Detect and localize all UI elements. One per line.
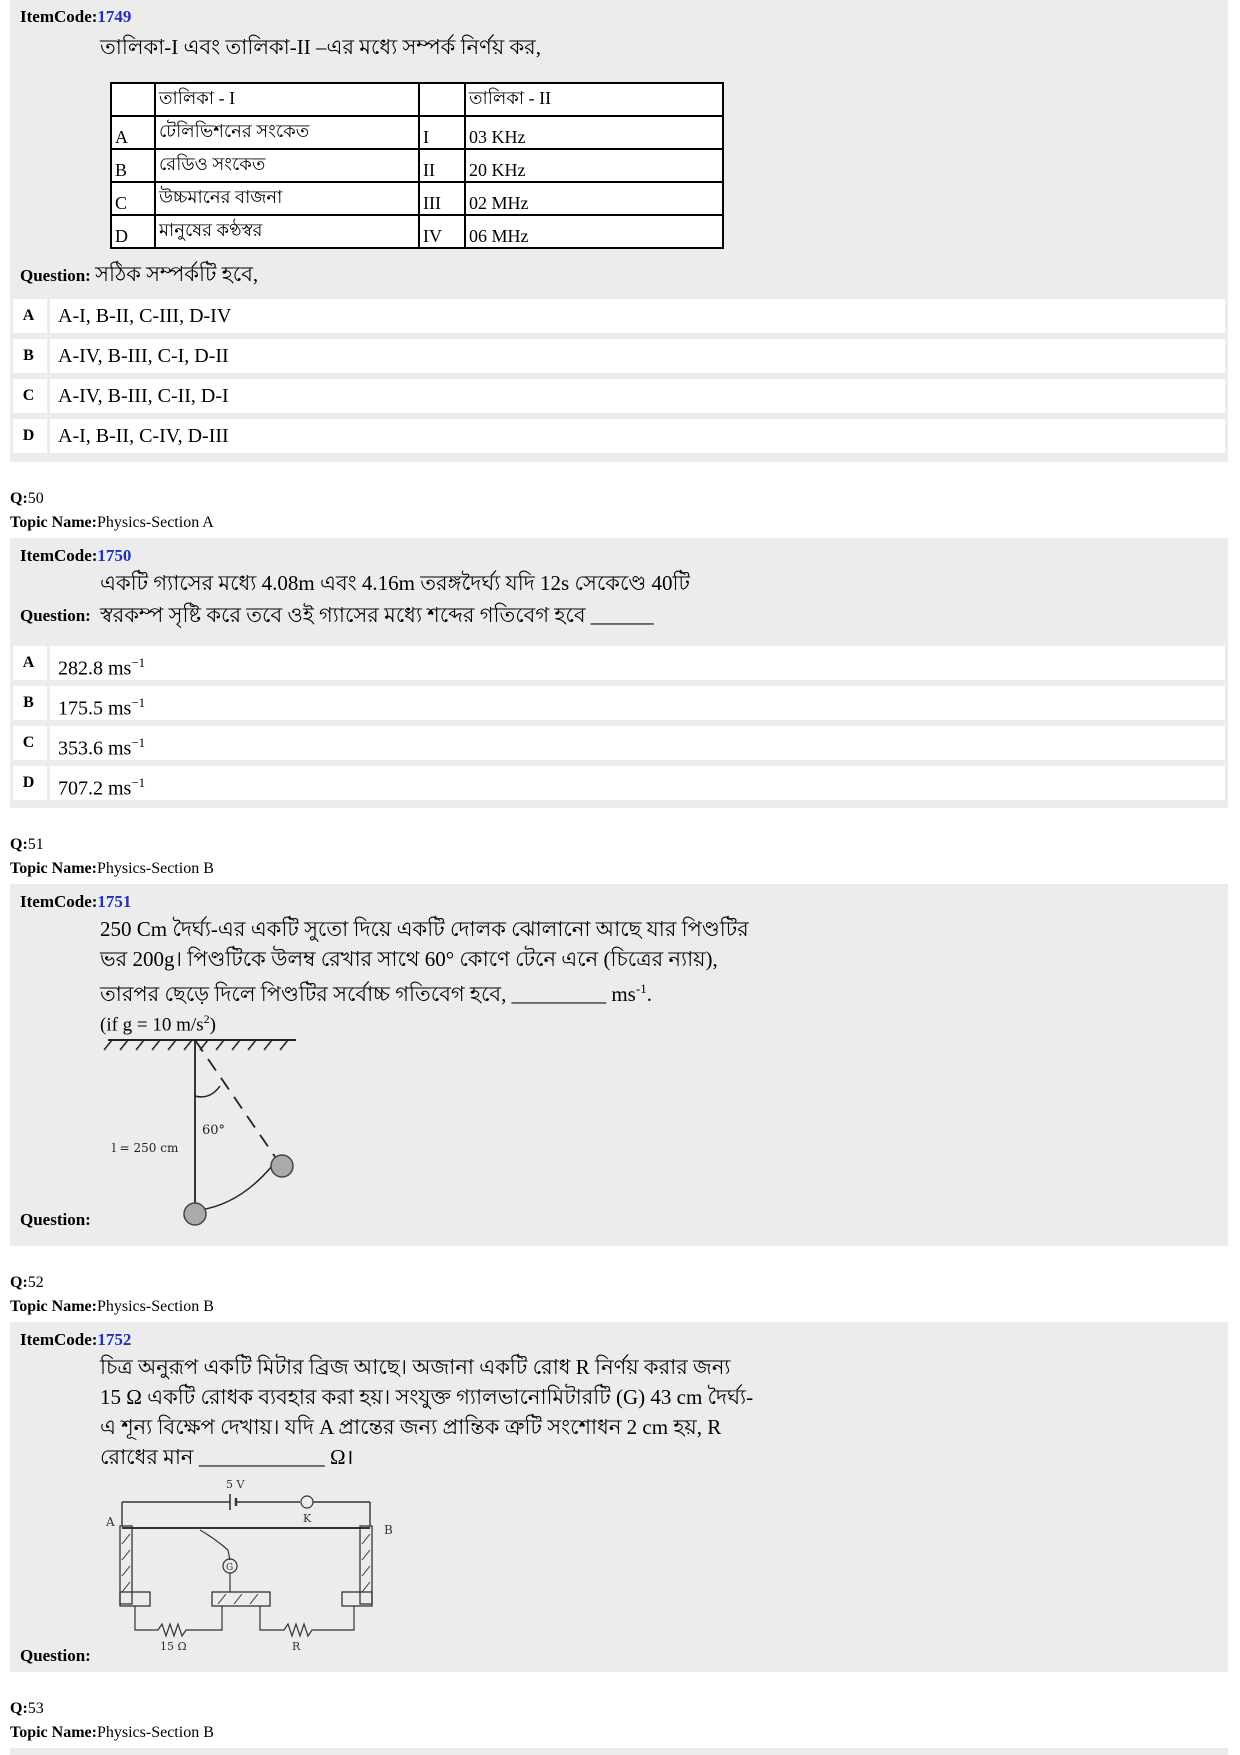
itemcode-row: ItemCode:1750 xyxy=(20,546,132,565)
question-label-row: Question: xyxy=(20,1210,91,1229)
table-cell: D xyxy=(111,215,155,248)
resistor-r-label: R xyxy=(292,1640,301,1653)
pendulum-diagram xyxy=(100,1034,320,1234)
bob-displaced xyxy=(271,1155,293,1177)
option-text: 175.5 $ms^{-1}$ xyxy=(47,686,1225,720)
option-text: A-IV, B-III, C-II, D-I xyxy=(47,379,1225,413)
topic-name: Topic Name:Physics-Section A xyxy=(10,514,214,531)
question-block-1749 xyxy=(10,0,1228,462)
option-label: C xyxy=(22,387,35,404)
itemcode-row: ItemCode:1751 xyxy=(20,892,132,911)
option-b[interactable] xyxy=(13,339,1225,373)
angle-label: 60° xyxy=(202,1123,226,1138)
key-label: K xyxy=(303,1512,312,1525)
table-row xyxy=(111,116,723,149)
option-label: A xyxy=(22,307,35,324)
option-text: A-I, B-II, C-III, D-IV xyxy=(47,299,1225,333)
option-label: B xyxy=(23,347,34,364)
option-c[interactable] xyxy=(13,726,1225,760)
table-header-row xyxy=(111,83,723,116)
question-stem-line: 15 Ω একটি রোধক ব্যবহার করা হয়। সংযুক্ত গ্যালভানোমিটারটি (G) 43 cm দৈর্ঘ্য- xyxy=(100,1385,754,1409)
question-number: Q:50 xyxy=(10,490,44,507)
option-text: 707.2 $ms^{-1}$ xyxy=(47,766,1225,800)
table-cell: টেলিভিশনের সংকেত xyxy=(155,116,419,149)
table-cell: 02 MHz xyxy=(465,182,723,215)
table-cell: IV xyxy=(419,215,465,248)
option-label: C xyxy=(22,734,35,751)
option-label: B xyxy=(23,694,34,711)
question-stem-line: এ শূন্য বিক্ষেপ দেখায়। যদি A প্রান্তের জন্য প্রান্তিক ত্রুটি সংশোধন 2 cm হয়, R xyxy=(100,1415,722,1439)
itemcode: 1751 xyxy=(97,892,132,911)
option-b[interactable] xyxy=(13,686,1225,720)
itemcode: 1752 xyxy=(97,1330,132,1349)
table-cell: I xyxy=(419,116,465,149)
bob-rest xyxy=(184,1203,206,1225)
galvanometer-label: G xyxy=(226,1563,234,1573)
table-row xyxy=(111,182,723,215)
resistor-15-label: 15 Ω xyxy=(160,1640,187,1653)
option-text: 353.6 $ms^{-1}$ xyxy=(47,726,1225,760)
option-c[interactable] xyxy=(13,379,1225,413)
length-label: l = 250 cm xyxy=(112,1141,179,1155)
table-cell: উচ্চমানের বাজনা xyxy=(155,182,419,215)
table-cell: 20 KHz xyxy=(465,149,723,182)
question-number: Q:53 xyxy=(10,1700,44,1717)
table-cell: II xyxy=(419,149,465,182)
question-text: সঠিক সম্পর্কটি হবে, xyxy=(95,262,259,286)
option-label: A xyxy=(22,654,35,671)
table-cell xyxy=(419,83,465,116)
itemcode: 1750 xyxy=(97,546,132,565)
question-number: Q:51 xyxy=(10,836,44,853)
question-block-1752 xyxy=(10,1322,1228,1672)
topic-name: Topic Name:Physics-Section B xyxy=(10,1298,214,1315)
table-cell: C xyxy=(111,182,155,215)
condition-text: (if g = 10 $m/s^2$) xyxy=(100,1012,216,1036)
option-text: 282.8 $ms^{-1}$ xyxy=(47,646,1225,680)
table-cell: B xyxy=(111,149,155,182)
table-row xyxy=(111,215,723,248)
topic-name: Topic Name:Physics-Section B xyxy=(10,860,214,877)
table-cell: 03 KHz xyxy=(465,116,723,149)
question-block-next xyxy=(10,1748,1228,1755)
option-a[interactable] xyxy=(13,646,1225,680)
table-cell: A xyxy=(111,116,155,149)
question-label-row: Question: xyxy=(20,1646,91,1665)
question-stem-line: স্বরকম্প সৃষ্টি করে তবে ওই গ্যাসের মধ্যে শব্দের গতিবেগ হবে ______ xyxy=(100,603,654,627)
option-d[interactable] xyxy=(13,419,1225,453)
question-stem: তালিকা-I এবং তালিকা-II –এর মধ্যে সম্পর্ক নির্ণয় কর, xyxy=(100,35,541,59)
question-stem-line: চিত্র অনুরূপ একটি মিটার ব্রিজ আছে। অজানা একটি রোধ R নির্ণয় করার জন্য xyxy=(100,1355,731,1379)
match-table xyxy=(110,82,724,249)
end-a-label: A xyxy=(106,1515,115,1529)
question-label-row: Question: সঠিক সম্পর্কটি হবে, xyxy=(20,262,259,286)
itemcode-row: ItemCode:1752 xyxy=(20,1330,132,1349)
itemcode: 1749 xyxy=(97,7,132,26)
topic-name: Topic Name:Physics-Section B xyxy=(10,1724,214,1741)
table-cell: 06 MHz xyxy=(465,215,723,248)
question-block-1751 xyxy=(10,884,1228,1246)
question-stem-line: রোধের মান ____________ Ω। xyxy=(100,1445,354,1469)
question-block-1750 xyxy=(10,538,1228,808)
option-label: D xyxy=(22,774,35,791)
question-stem-line: একটি গ্যাসের মধ্যে 4.08m এবং 4.16m তরঙ্গদৈর্ঘ্য যদি 12s সেকেণ্ডে 40টি xyxy=(100,571,690,595)
table-cell xyxy=(111,83,155,116)
itemcode-row: ItemCode:1749 xyxy=(20,7,132,26)
option-a[interactable] xyxy=(13,299,1225,333)
question-label-row: Question: xyxy=(20,606,91,625)
question-stem-line: ভর 200g। পিণ্ডটিকে উলম্ব রেখার সাথে 60° কোণে টেনে এনে (চিত্রের ন্যায়), xyxy=(100,947,718,971)
end-b-label: B xyxy=(384,1523,393,1537)
option-text: A-IV, B-III, C-I, D-II xyxy=(47,339,1225,373)
option-label: D xyxy=(22,427,35,444)
table-row xyxy=(111,149,723,182)
table-cell: রেডিও সংকেত xyxy=(155,149,419,182)
table-cell: তালিকা - I xyxy=(155,83,419,116)
table-cell: মানুষের কণ্ঠস্বর xyxy=(155,215,419,248)
question-stem-line: তারপর ছেড়ে দিলে পিণ্ডটির সর্বোচ্চ গতিবেগ হবে, _________ $ms^{-1}$. xyxy=(100,981,652,1006)
table-cell: তালিকা - II xyxy=(465,83,723,116)
table-cell: III xyxy=(419,182,465,215)
battery-label: 5 V xyxy=(226,1478,245,1491)
option-text: A-I, B-II, C-IV, D-III xyxy=(47,419,1225,453)
question-number: Q:52 xyxy=(10,1274,44,1291)
question-stem-line: 250 Cm দৈর্ঘ্য-এর একটি সুতো দিয়ে একটি দোলক ঝোলানো আছে যার পিণ্ডটির xyxy=(100,917,749,941)
meter-bridge-diagram xyxy=(102,1474,402,1654)
option-d[interactable] xyxy=(13,766,1225,800)
key-icon xyxy=(301,1496,313,1508)
